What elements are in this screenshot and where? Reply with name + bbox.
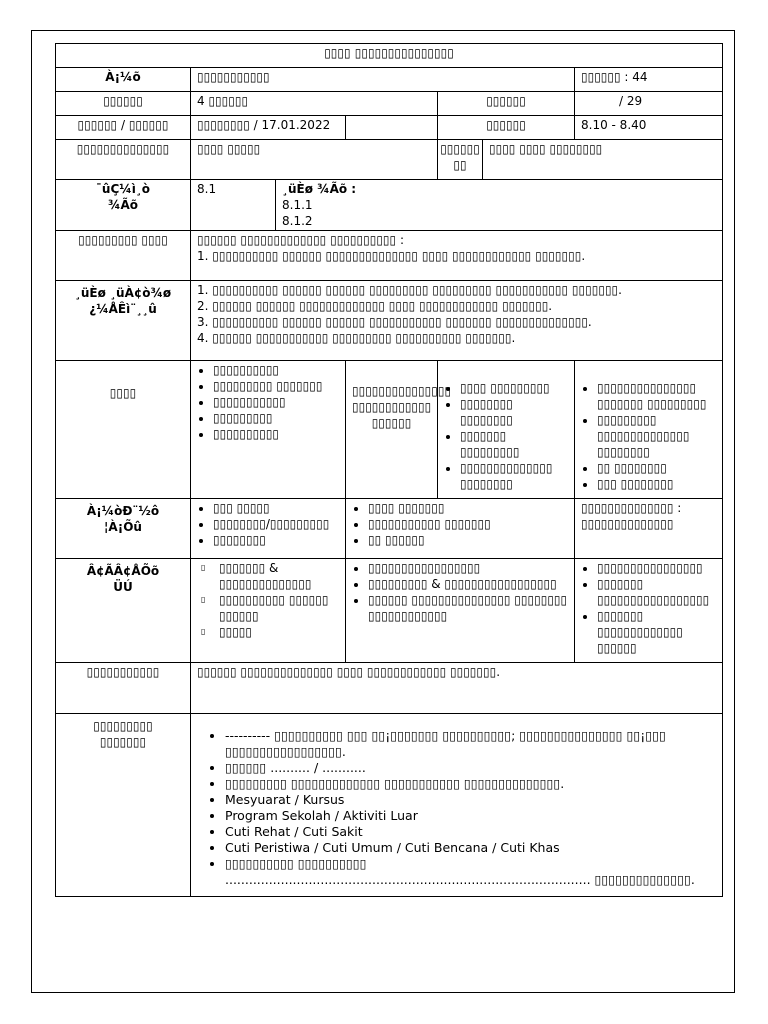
elements-col2-line: ▯▯▯▯▯▯ (371, 416, 412, 430)
list-item: • ▯▯▯ ▯▯▯▯▯ (213, 500, 339, 516)
time-value: 8.10 - 8.40 (575, 116, 723, 140)
activity-item: 4. ▯▯▯▯▯▯ ▯▯▯▯▯▯▯▯▯▯▯ ▯▯▯▯▯▯▯▯▯ ▯▯▯▯▯▯▯▯▯▯ ▯▯▯▯▯▯▯. (197, 331, 516, 345)
subtopic-value: ▯▯▯▯ ▯▯▯▯ ▯▯▯▯▯▯▯▯ (483, 140, 723, 180)
day-date-value: ▯▯▯▯▯▯▯▯ / 17.01.2022 (191, 116, 346, 140)
list-item: • ▯▯▯▯▯▯▯▯/▯▯▯▯▯▯▯▯▯ (213, 516, 339, 532)
objective-intro: ▯▯▯▯▯▯ ▯▯▯▯▯▯▯▯▯▯▯▯▯ ▯▯▯▯▯▯▯▯▯▯ : (197, 233, 404, 247)
subject-label: À¡¼õ (56, 68, 191, 92)
learning-standard-item: 8.1.1 (282, 198, 313, 212)
resources-label-line2: ¦À¡Õû (104, 520, 142, 534)
assessment-label-line1: Â¢ÃÂ¢ÅÕõ (86, 564, 160, 578)
assessment-col3 (575, 559, 723, 663)
list-item: • ---------- ▯▯▯▯▯▯▯▯▯▯ ▯▯▯ ▯▯¡▯▯▯▯▯▯▯ ▯▯▯▯▯▯▯▯▯▯; ▯▯▯▯▯▯▯▯▯▯▯▯▯▯▯ ▯▯¡▯▯▯ ▯▯▯▯▯▯▯▯▯▯▯▯▯▯▯▯▯. (225, 728, 716, 760)
list-item: • ▯▯▯▯▯▯▯ ▯▯▯▯▯▯▯▯▯ (460, 428, 568, 460)
time-label: ▯▯▯▯▯▯ (438, 116, 575, 140)
activity-item: 3. ▯▯▯▯▯▯▯▯▯▯ ▯▯▯▯▯▯ ▯▯▯▯▯▯ ▯▯▯▯▯▯▯▯▯▯▯ ▯▯▯▯▯▯▯ ▯▯▯▯▯▯▯▯▯▯▯▯▯▯. (197, 315, 592, 329)
reflection-cell (191, 714, 723, 897)
content-standard-label-line1: ¯ûÇ¼ì¸ò (95, 182, 151, 196)
subject-value: ▯▯▯▯▯▯▯▯▯▯▯ (191, 68, 575, 92)
elements-col2-line: ▯▯▯▯▯▯▯▯▯▯▯▯ (352, 400, 432, 414)
elements-col2-line: ▯▯▯▯▯▯▯▯▯▯▯▯▯▯▯ (352, 384, 452, 398)
list-item: • ▯▯▯▯▯▯▯ ▯▯▯▯▯▯▯▯▯▯▯▯▯▯▯▯▯ (597, 576, 716, 608)
resources-col3-line2: ▯▯▯▯▯▯▯▯▯▯▯▯▯▯ (581, 517, 674, 531)
lesson-plan-table (55, 43, 723, 897)
content-standard-label-line2: ¾Ãõ (108, 198, 138, 212)
activity-cell (191, 281, 723, 361)
resources-col3 (575, 499, 723, 559)
attendance-value: / 29 (575, 92, 723, 116)
activity-label-line1: ¸üÈø ¸üÀ¢ò¾ø (74, 286, 172, 300)
list-item: • Mesyuarat / Kursus (225, 792, 716, 808)
document-title: ▯▯▯▯ ▯▯▯▯▯▯▯▯▯▯▯▯▯▯▯ (56, 44, 723, 68)
list-item: • ▯▯▯▯▯▯ .......... / ........... (225, 760, 716, 776)
objective-item: 1. ▯▯▯▯▯▯▯▯▯▯ ▯▯▯▯▯▯ ▯▯▯▯▯▯▯▯▯▯▯▯▯▯ ▯▯▯▯ ▯▯▯▯▯▯▯▯▯▯▯▯ ▯▯▯▯▯▯▯. (197, 249, 586, 263)
learning-standard-label: ¸üÈø ¾Ãõ : (282, 182, 357, 196)
attendance-label: ▯▯▯▯▯▯ (438, 92, 575, 116)
objective-cell (191, 231, 723, 281)
list-item: • ▯▯▯▯▯▯▯▯▯▯▯▯▯▯▯▯ (597, 560, 716, 576)
day-date-label: ▯▯▯▯▯▯ / ▯▯▯▯▯▯ (56, 116, 191, 140)
activity-label-line2: ¿¼ÅÊì¨¸¸û (89, 302, 157, 316)
elements-col1 (191, 361, 346, 499)
reflection-last-line: ............................................................................................ ▯▯▯▯▯▯▯▯▯▯▯▯▯▯. (225, 872, 695, 887)
list-item: • ▯▯▯▯▯▯▯▯▯▯▯ ▯▯▯▯▯▯▯ (368, 516, 568, 532)
list-item: • ▯▯▯▯▯▯▯▯▯ ▯▯▯▯▯▯▯▯▯▯▯▯▯ ▯▯▯▯▯▯▯▯▯▯▯ ▯▯▯▯▯▯▯▯▯▯▯▯▯▯. (225, 776, 716, 792)
list-item: ▯ ▯▯▯▯▯ (219, 624, 339, 640)
list-item: • ▯▯▯▯▯▯▯▯ ▯▯▯▯▯▯▯▯ (460, 396, 568, 428)
list-item: • ▯▯▯▯▯▯▯▯▯ ▯▯▯▯▯▯▯▯▯▯▯▯▯▯ ▯▯▯▯▯▯▯▯ (597, 412, 716, 460)
learning-standard-item: 8.1.2 (282, 214, 313, 228)
list-item: • ▯▯▯▯ ▯▯▯▯▯▯▯ (368, 500, 568, 516)
activity-item: 2. ▯▯▯▯▯▯ ▯▯▯▯▯▯ ▯▯▯▯▯▯▯▯▯▯▯▯▯ ▯▯▯▯ ▯▯▯▯▯▯▯▯▯▯▯▯ ▯▯▯▯▯▯▯. (197, 299, 553, 313)
activity-item: 1. ▯▯▯▯▯▯▯▯▯▯ ▯▯▯▯▯▯ ▯▯▯▯▯▯ ▯▯▯▯▯▯▯▯▯ ▯▯▯▯▯▯▯▯▯ ▯▯▯▯▯▯▯▯▯▯▯ ▯▯▯▯▯▯▯. (197, 283, 622, 297)
class-label: ▯▯▯▯▯▯ (56, 92, 191, 116)
summary-label: ▯▯▯▯▯▯▯▯▯▯▯ (56, 663, 191, 714)
list-item: • ▯▯▯▯▯▯▯▯▯ ▯▯▯▯▯▯▯ (213, 378, 339, 394)
list-item: ▯ ▯▯▯▯▯▯▯ & ▯▯▯▯▯▯▯▯▯▯▯▯▯▯ (219, 560, 339, 592)
assessment-col1 (191, 559, 346, 663)
subtopic-label: ▯▯▯▯▯▯ ▯▯ (438, 140, 483, 180)
objective-label: ▯▯▯▯▯▯▯▯▯ ▯▯▯▯ (56, 231, 191, 281)
elements-col4 (575, 361, 723, 499)
list-item: • ▯▯▯▯▯▯▯▯▯▯ ▯▯▯▯▯▯▯▯▯▯ (225, 856, 716, 872)
summary-value: ▯▯▯▯▯▯ ▯▯▯▯▯▯▯▯▯▯▯▯▯▯ ▯▯▯▯ ▯▯▯▯▯▯▯▯▯▯▯▯ ▯▯▯▯▯▯▯. (191, 663, 723, 714)
list-item: • ▯▯▯ ▯▯▯▯▯▯▯▯ (597, 476, 716, 492)
content-standard-value: 8.1 (191, 180, 276, 231)
list-item: • ▯▯▯▯ ▯▯▯▯▯▯▯▯▯ (460, 380, 568, 396)
list-item: • ▯▯▯▯▯▯▯▯▯▯▯▯▯▯▯ ▯▯▯▯▯▯▯ ▯▯▯▯▯▯▯▯▯ (597, 380, 716, 412)
list-item: • ▯▯▯▯▯▯▯▯ (213, 532, 339, 548)
reflection-label-line2: ▯▯▯▯▯▯▯ (99, 735, 147, 749)
day-date-empty-cell (346, 116, 438, 140)
list-item: • Cuti Peristiwa / Cuti Umum / Cuti Bencana / Cuti Khas (225, 840, 716, 856)
resources-label-line1: À¡¼òÐ¨½ô (86, 504, 160, 518)
topic-value: ▯▯▯▯ ▯▯▯▯▯ (191, 140, 438, 180)
list-item: • Cuti Rehat / Cuti Sakit (225, 824, 716, 840)
resources-col1 (191, 499, 346, 559)
list-item: • ▯▯▯▯▯▯▯▯▯▯▯▯▯▯▯▯▯ (368, 560, 568, 576)
list-item: • ▯▯▯▯▯▯▯ ▯▯▯▯▯▯▯▯▯▯▯▯▯ ▯▯▯▯▯▯ (597, 608, 716, 656)
list-item: • ▯▯▯▯▯▯▯▯▯ (213, 410, 339, 426)
assessment-label-line2: ÜÚ (113, 580, 133, 594)
activity-label (56, 281, 191, 361)
topic-label: ▯▯▯▯▯▯▯▯▯▯▯▯▯▯ (56, 140, 191, 180)
elements-col2 (346, 361, 452, 499)
resources-col2 (346, 499, 575, 559)
elements-label: ▯▯▯▯ (56, 361, 191, 499)
resources-label (56, 499, 191, 559)
list-item: • ▯▯▯▯▯▯▯▯▯▯ (213, 362, 339, 378)
assessment-label (56, 559, 191, 663)
reflection-label-line1: ▯▯▯▯▯▯▯▯▯ (93, 719, 153, 733)
elements-col3 (438, 361, 575, 499)
resources-col3-line1: ▯▯▯▯▯▯▯▯▯▯▯▯▯▯ : (581, 501, 682, 515)
list-item: • ▯▯▯▯▯▯ ▯▯▯▯▯▯▯▯▯▯▯▯▯▯▯ ▯▯▯▯▯▯▯▯ ▯▯▯▯▯▯▯▯▯▯▯▯ (368, 592, 568, 624)
week-value: ▯▯▯▯▯▯ : 44 (575, 68, 723, 92)
list-item: • ▯▯▯▯▯▯▯▯▯▯ (213, 426, 339, 442)
list-item: ▯ ▯▯▯▯▯▯▯▯▯▯ ▯▯▯▯▯▯ ▯▯▯▯▯▯ (219, 592, 339, 624)
content-standard-label (56, 180, 191, 231)
list-item: • ▯▯▯▯▯▯▯▯▯▯▯ (213, 394, 339, 410)
learning-standard-cell (276, 180, 723, 231)
list-item: • Program Sekolah / Aktiviti Luar (225, 808, 716, 824)
list-item: • ▯▯▯▯▯▯▯▯▯▯▯▯▯▯ ▯▯▯▯▯▯▯▯ (460, 460, 568, 492)
list-item: • ▯▯ ▯▯▯▯▯▯▯▯ (597, 460, 716, 476)
assessment-col2 (346, 559, 575, 663)
list-item: • ▯▯ ▯▯▯▯▯▯ (368, 532, 568, 548)
reflection-label (56, 714, 191, 897)
class-value: 4 ▯▯▯▯▯▯ (191, 92, 438, 116)
list-item: • ▯▯▯▯▯▯▯▯▯ & ▯▯▯▯▯▯▯▯▯▯▯▯▯▯▯▯▯ (368, 576, 568, 592)
